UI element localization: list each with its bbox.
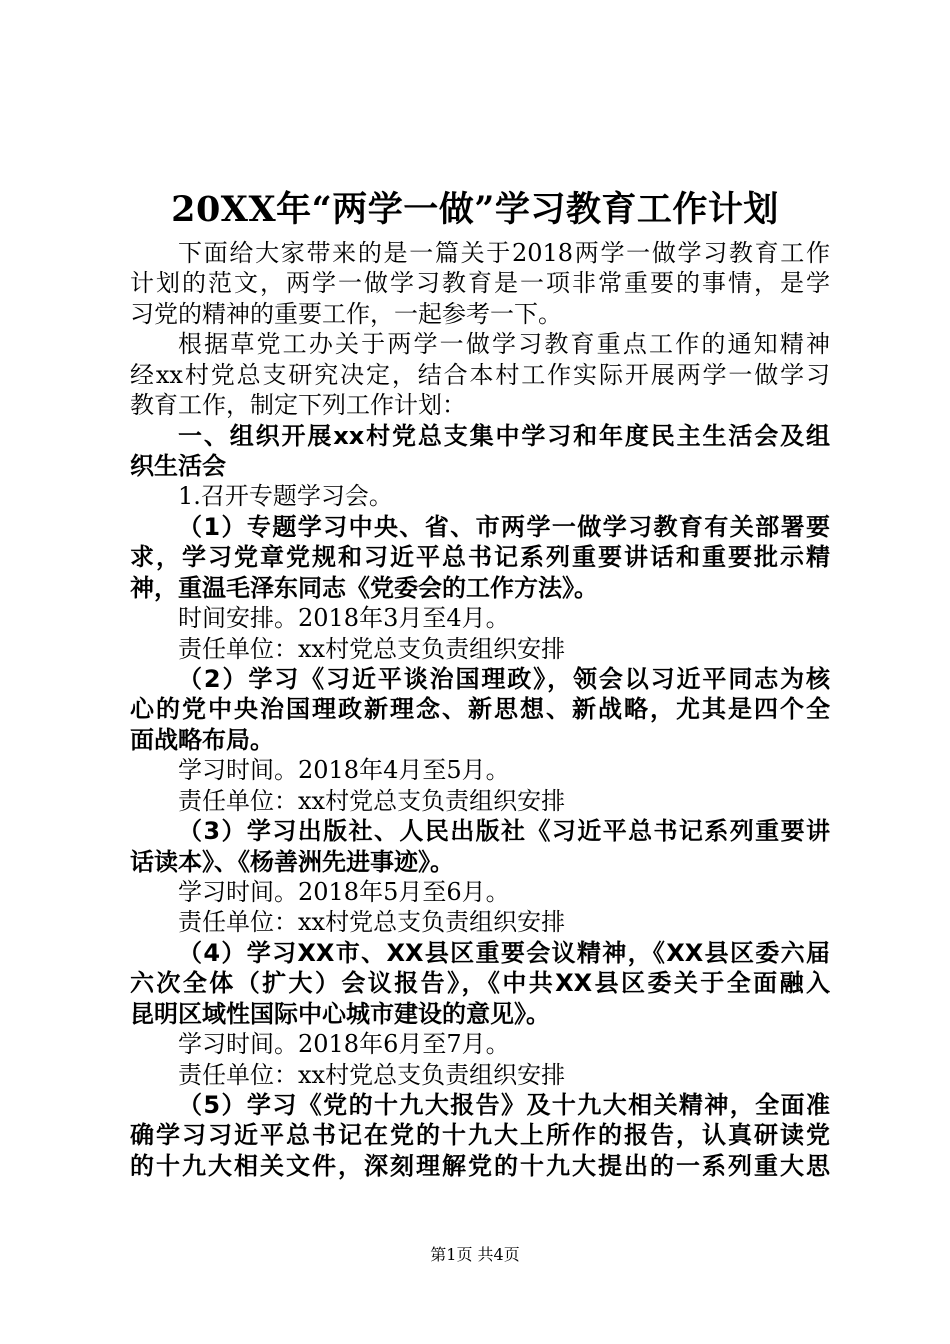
heading-line: 昆明区域性国际中心城市建设的意见》。 [130,999,550,1028]
paragraph-line: 经xx村党总支研究决定，结合本村工作实际开展两学一做学习 [130,360,830,389]
paragraph-line: 责任单位：xx村党总支负责组织安排 [178,1060,566,1089]
paragraph-line: 根据草党工办关于两学一做学习教育重点工作的通知精神 [178,330,830,359]
heading-line: （2）学习《习近平谈治国理政》，领会以习近平同志为核 [178,665,830,694]
page-footer: 第1页 共4页 [430,1245,520,1264]
heading-line: 的十九大相关文件，深刻理解党的十九大提出的一系列重大思 [130,1151,830,1180]
paragraph-line: 学习时间。2018年4月至5月。 [178,756,510,785]
heading-line: 神，重温毛泽东同志《党委会的工作方法》。 [130,573,598,602]
heading-line: 面战略布局。 [130,725,274,754]
paragraph-line: 习党的精神的重要工作，一起参考一下。 [130,299,562,328]
paragraph-line: 责任单位：xx村党总支负责组织安排 [178,786,566,815]
paragraph-line: 责任单位：xx村党总支负责组织安排 [178,908,566,937]
paragraph-line: 时间安排。2018年3月至4月。 [178,604,510,633]
heading-line: 确学习习近平总书记在党的十九大上所作的报告，认真研读党 [130,1121,830,1150]
paragraph-line: 计划的范文，两学一做学习教育是一项非常重要的事情，是学 [130,269,830,298]
paragraph-line: 责任单位：xx村党总支负责组织安排 [178,634,566,663]
heading-line: 六次全体（扩大）会议报告》，《中共XX县区委关于全面融入 [130,969,830,998]
heading-line: （5）学习《党的十九大报告》及十九大相关精神，全面准 [178,1091,830,1120]
document-title: 20XX年“两学一做”学习教育工作计划 [171,189,779,230]
paragraph-line: 学习时间。2018年5月至6月。 [178,878,510,907]
heading-line: 求，学习党章党规和习近平总书记系列重要讲话和重要批示精 [130,543,830,572]
heading-line: （1）专题学习中央、省、市两学一做学习教育有关部署要 [178,512,830,541]
heading-line: 一、组织开展xx村党总支集中学习和年度民主生活会及组 [178,421,830,450]
paragraph-line: 1.召开专题学习会。 [178,482,393,511]
heading-line: （3）学习出版社、人民出版社《习近平总书记系列重要讲 [178,817,830,846]
heading-line: 织生活会 [130,452,226,480]
heading-line: 话读本》、《杨善洲先进事迹》。 [130,847,454,876]
paragraph-line: 教育工作，制定下列工作计划： [130,391,466,420]
heading-line: （4）学习XX市、XX县区重要会议精神，《XX县区委六届 [178,938,830,967]
heading-line: 心的党中央治国理政新理念、新思想、新战略，尤其是四个全 [130,695,830,724]
paragraph-line: 下面给大家带来的是一篇关于2018两学一做学习教育工作 [178,239,830,267]
paragraph-line: 学习时间。2018年6月至7月。 [178,1030,510,1059]
